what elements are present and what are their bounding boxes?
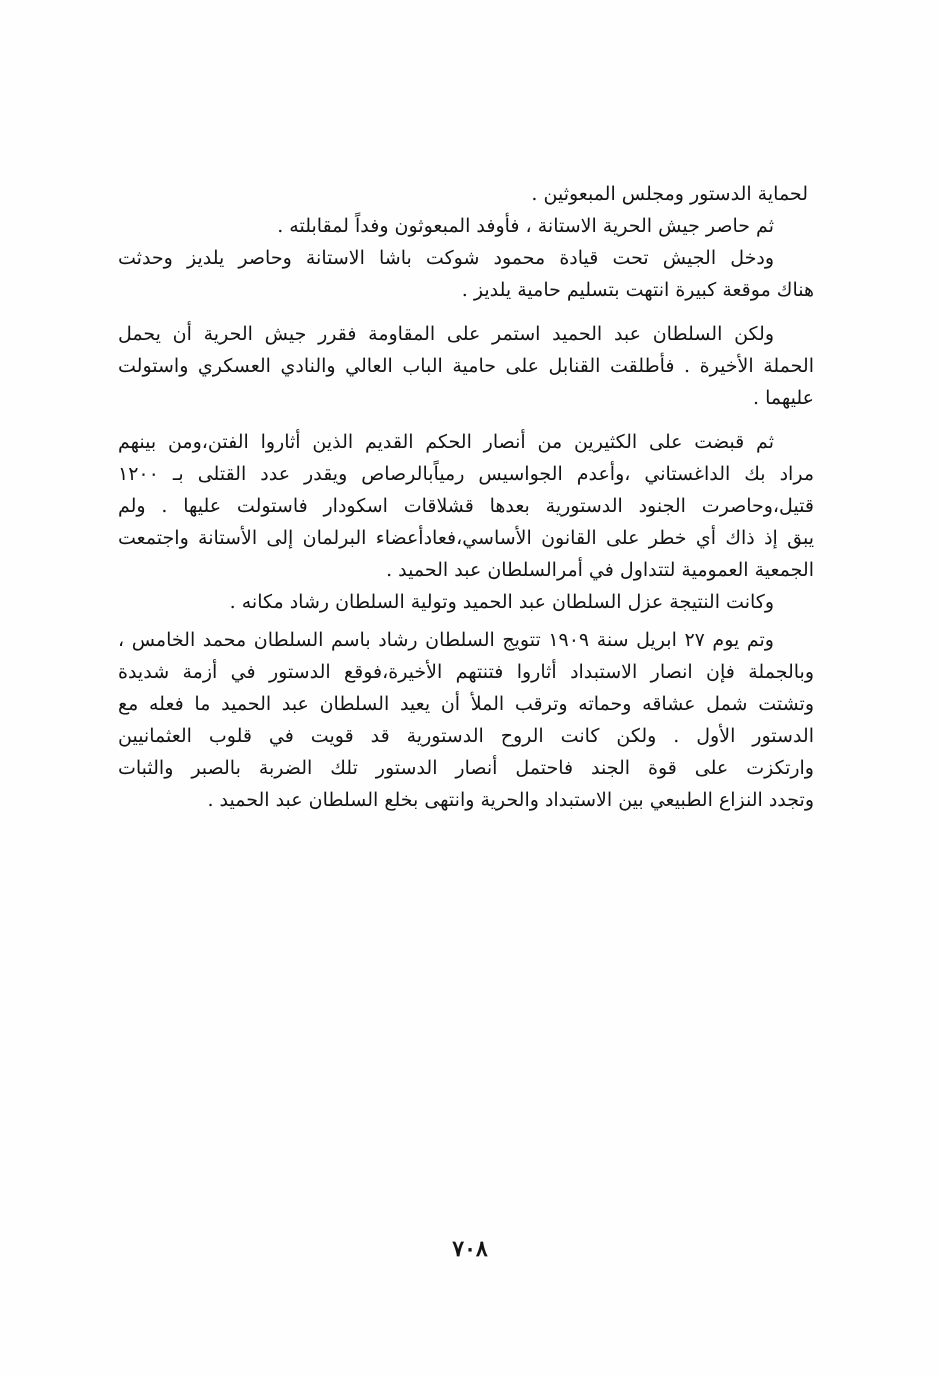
text-line: قتيل،وحاصرت الجنود الدستورية بعدها قشلاقات اسكودار فاستولت عليها . ولم [118, 495, 814, 517]
text-line: وتجدد النزاع الطبيعي بين الاستبداد والحرية وانتهى بخلع السلطان عبد الحميد . [207, 789, 814, 811]
text-line: ودخل الجيش تحت قيادة محمود شوكت باشا الاستانة وحاصر يلديز وحدثت [118, 247, 774, 269]
text-line: الجمعية العمومية لتتداول في أمرالسلطان عبد الحميد . [386, 559, 814, 581]
text-line: وتشتت شمل عشاقه وحماته وترقب الملأ أن يعيد السلطان عبد الحميد ما فعله مع [118, 693, 814, 715]
text-line: يبق إذ ذاك أي خطر على القانون الأساسي،فعادأعضاء البرلمان إلى الأستانة واجتمعت [118, 527, 814, 549]
text-line: وارتكزت على قوة الجند فاحتمل أنصار الدستور تلك الضربة بالصبر والثبات [118, 757, 814, 779]
text-line: عليهما . [753, 387, 814, 409]
text-line: ولكن السلطان عبد الحميد استمر على المقاومة فقرر جيش الحرية أن يحمل [118, 323, 774, 345]
body-text [118, 178, 814, 816]
text-line: وتم يوم ٢٧ ابريل سنة ١٩٠٩ تتويج السلطان رشاد باسم السلطان محمد الخامس ، [118, 629, 774, 651]
text-line: وبالجملة فإن انصار الاستبداد أثاروا فتنتهم الأخيرة،فوقع الدستور في أزمة شديدة [118, 661, 814, 683]
text-line: ثم حاصر جيش الحرية الاستانة ، فأوفد المبعوثون وفداً لمقابلته . [277, 215, 774, 237]
text-line: الدستور الأول . ولكن كانت الروح الدستورية قد قويت في قلوب العثمانيين [118, 725, 814, 747]
text-line: ثم قبضت على الكثيرين من أنصار الحكم القديم الذين أثاروا الفتن،ومن بينهم [118, 431, 774, 453]
text-line: الحملة الأخيرة . فأطلقت القنابل على حامية الباب العالي والنادي العسكري واستولت [118, 355, 814, 377]
paragraph-gap [118, 306, 814, 318]
text-line: لحماية الدستور ومجلس المبعوثين . [531, 183, 808, 205]
text-line: وكانت النتيجة عزل السلطان عبد الحميد وتولية السلطان رشاد مكانه . [229, 591, 774, 613]
paragraph-gap [118, 414, 814, 426]
text-line: مراد بك الداغستاني ،وأعدم الجواسيس رمياًبالرصاص ويقدر عدد القتلى بـ ١٢٠٠ [118, 463, 814, 485]
page-number: ٧٠٨ [452, 1236, 488, 1262]
text-line: هناك موقعة كبيرة انتهت بتسليم حامية يلديز . [461, 279, 814, 301]
